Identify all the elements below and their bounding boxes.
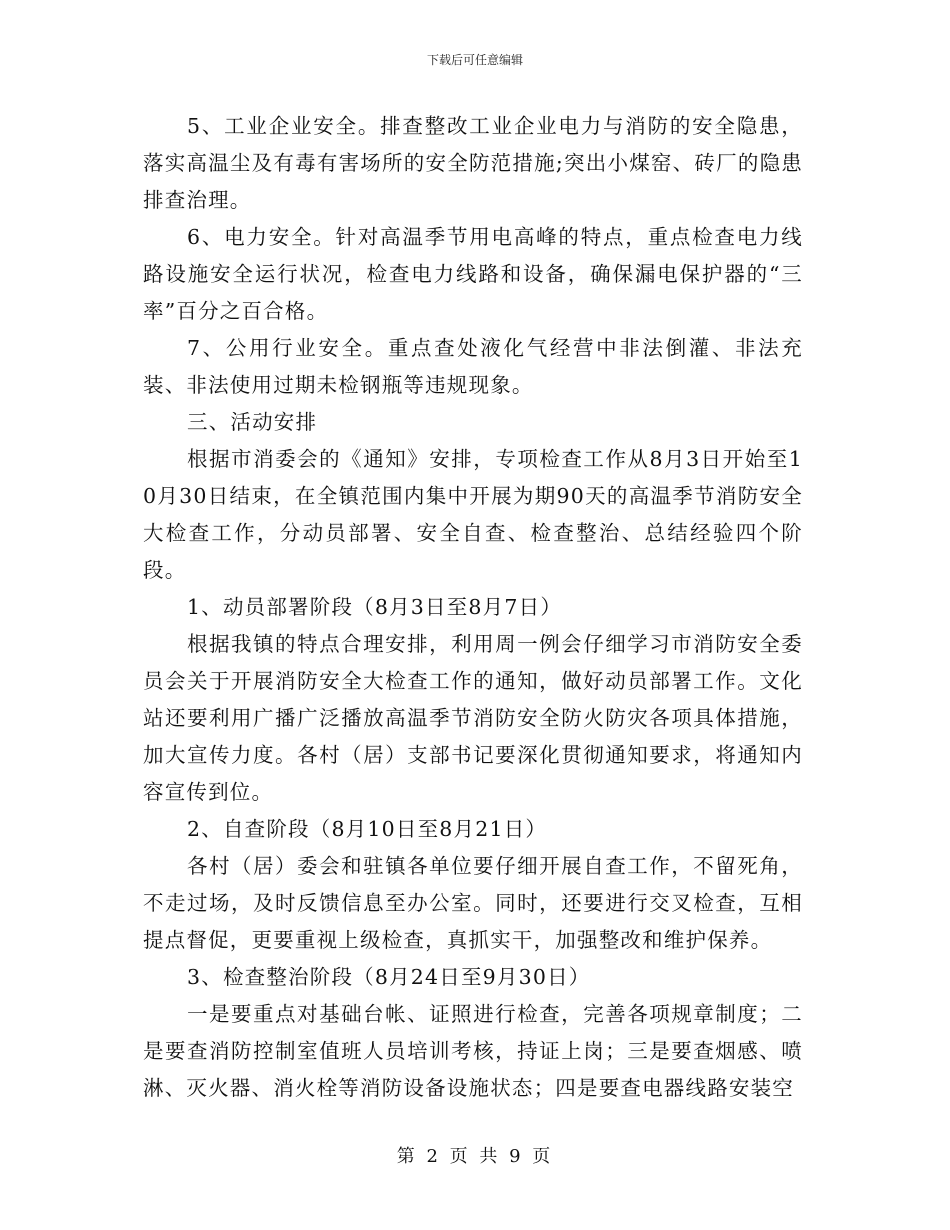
document-body <box>143 108 803 1107</box>
paragraph-industrial-safety: 5、工业企业安全。排查整改工业企业电力与消防的安全隐患，落实高温尘及有毒有害场所的安全防范措施;突出小煤窑、砖厂的隐患排查治理。 <box>143 114 803 212</box>
paragraph-self-inspection-stage: 各村（居）委会和驻镇各单位要仔细开展自查工作，不留死角，不走过场，及时反馈信息至办公室。同时，还要进行交叉检查，互相提点督促，更要重视上级检查，真抓实干，加强整改和维护保养。 <box>143 854 803 952</box>
subheading-mobilization-stage: 1、动员部署阶段（8月3日至8月7日） <box>187 595 563 619</box>
page-number: 第 2 页 共 9 页 <box>396 1146 554 1167</box>
page-header: 下载后可任意编辑 <box>426 53 523 67</box>
paragraph-electric-safety: 6、电力安全。针对高温季节用电高峰的特点，重点检查电力线路设施安全运行状况，检查电力线路和设备，确保漏电保护器的“三率”百分之百合格。 <box>143 225 803 323</box>
subheading-inspection-rectification-stage: 3、检查整治阶段（8月24日至9月30日） <box>187 965 591 989</box>
paragraph-mobilization-stage: 根据我镇的特点合理安排，利用周一例会仔细学习市消防安全委员会关于开展消防安全大检查工作的通知，做好动员部署工作。文化站还要利用广播广泛播放高温季节消防安全防火防灾各项具体措施，加大宣传力度。各村（居）支部书记要深化贯彻通知要求，将通知内容宣传到位。 <box>143 632 803 804</box>
section-heading-activity-arrangement: 三、活动安排 <box>187 410 318 434</box>
subheading-self-inspection-stage: 2、自查阶段（8月10日至8月21日） <box>187 817 548 841</box>
paragraph-inspection-rectification-stage: 一是要重点对基础台帐、证照进行检查，完善各项规章制度；二是要查消防控制室值班人员培训考核，持证上岗；三是要查烟感、喷淋、灭火器、消火栓等消防设备设施状态；四是要查电器线路安装空 <box>143 1002 803 1100</box>
paragraph-public-utility-safety: 7、公用行业安全。重点查处液化气经营中非法倒灌、非法充装、非法使用过期未检钢瓶等违规现象。 <box>143 336 803 397</box>
paragraph-arrangement-overview: 根据市消委会的《通知》安排，专项检查工作从8月3日开始至10月30日结束，在全镇范围内集中开展为期90天的高温季节消防安全大检查工作，分动员部署、安全自查、检查整治、总结经验四个阶段。 <box>143 447 803 582</box>
